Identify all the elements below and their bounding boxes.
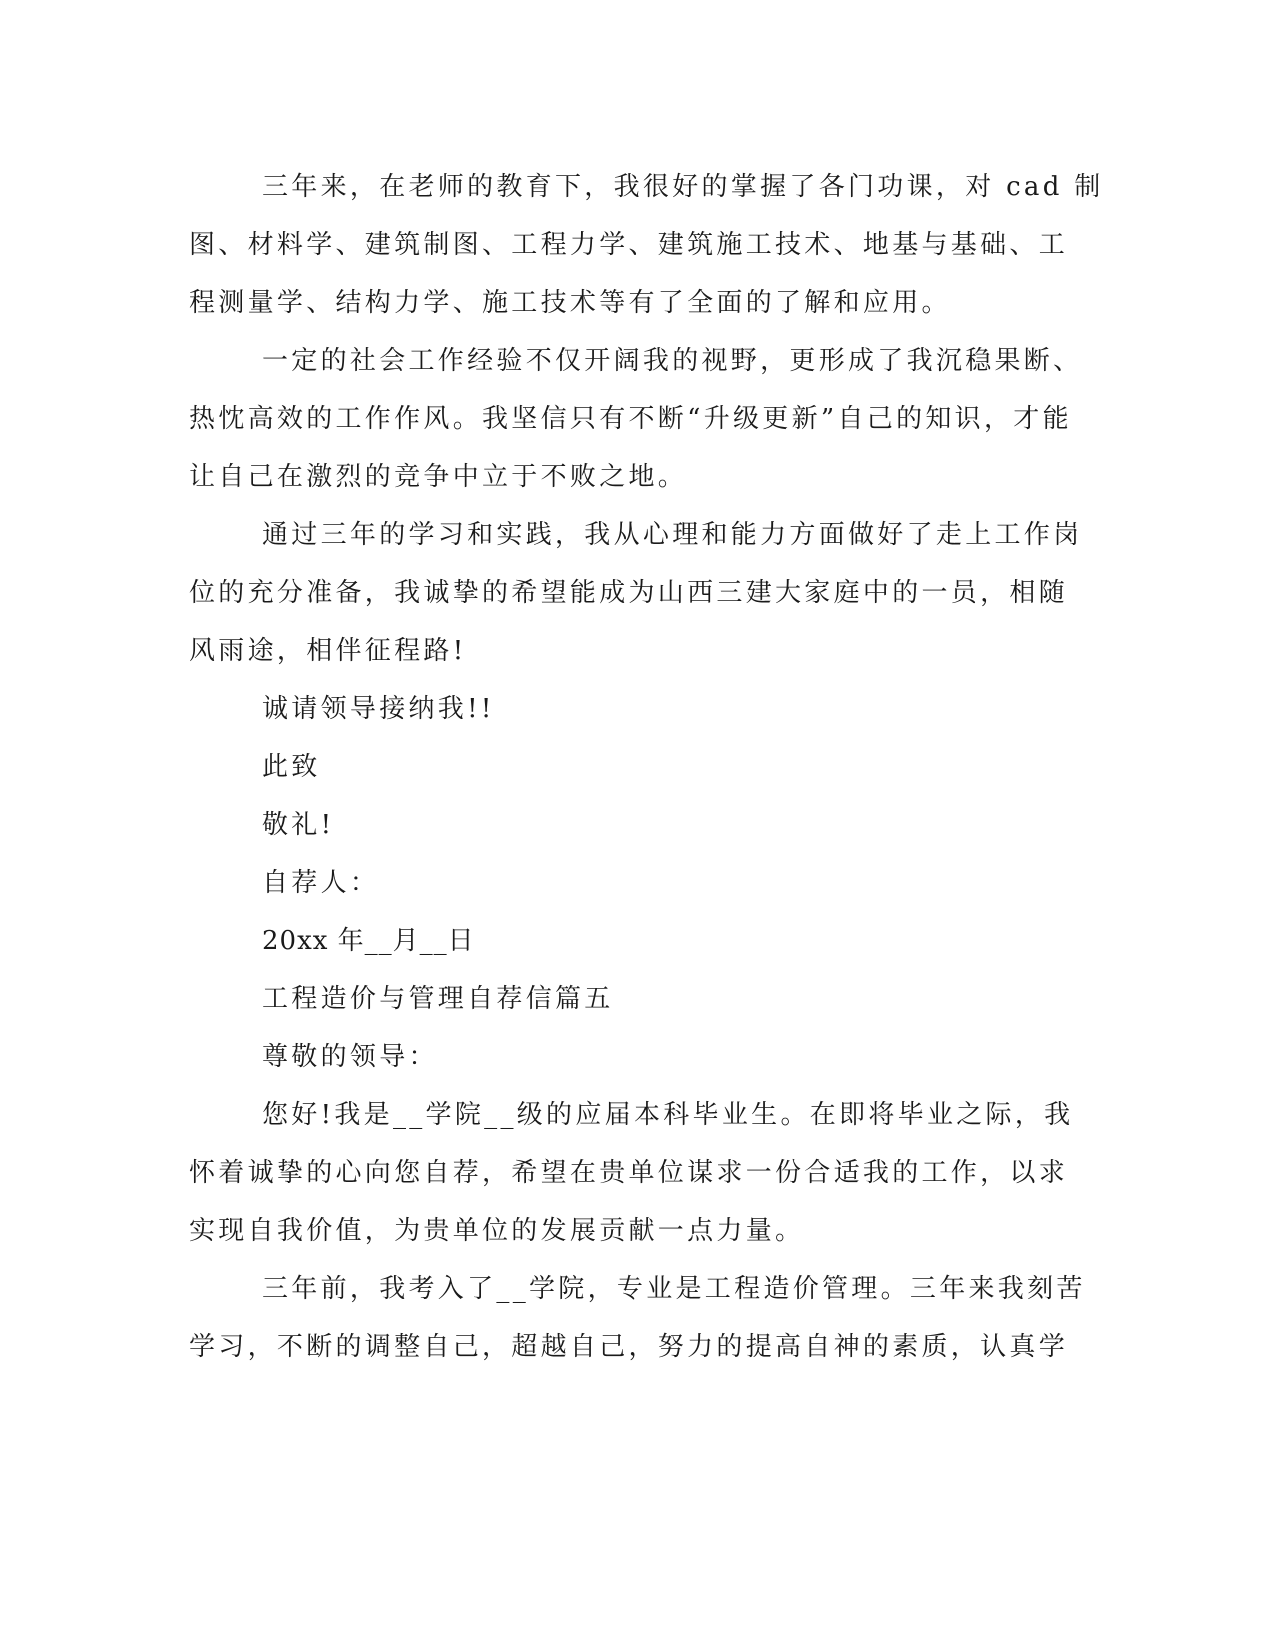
date-line: 20xx 年__月__日 — [262, 926, 475, 956]
salutation-line: 此致 — [262, 752, 321, 782]
paragraph-line: 通过三年的学习和实践，我从心理和能力方面做好了走上工作岗 — [262, 520, 1083, 550]
signature-label: 自荐人： — [262, 868, 380, 898]
paragraph-line: 位的充分准备，我诚挚的希望能成为山西三建大家庭中的一员，相随 — [189, 578, 1069, 608]
paragraph-line: 一定的社会工作经验不仅开阔我的视野，更形成了我沉稳果断、 — [262, 346, 1083, 376]
paragraph-line: 学习，不断的调整自己，超越自己，努力的提高自神的素质，认真学 — [189, 1332, 1069, 1362]
paragraph-line: 怀着诚挚的心向您自荐，希望在贵单位谋求一份合适我的工作，以求 — [189, 1158, 1069, 1188]
paragraph-line: 您好!我是__学院__级的应届本科毕业生。在即将毕业之际，我 — [262, 1100, 1074, 1130]
salutation-line: 敬礼! — [262, 810, 335, 840]
greeting-line: 尊敬的领导： — [262, 1042, 438, 1072]
paragraph-line: 程测量学、结构力学、施工技术等有了全面的了解和应用。 — [189, 288, 951, 318]
paragraph-line: 三年来，在老师的教育下，我很好的掌握了各门功课，对 cad 制 — [262, 172, 1104, 202]
paragraph-line: 风雨途，相伴征程路! — [189, 636, 467, 666]
paragraph-line: 实现自我价值，为贵单位的发展贡献一点力量。 — [189, 1216, 805, 1246]
closing-request: 诚请领导接纳我!! — [262, 694, 495, 724]
section-title: 工程造价与管理自荐信篇五 — [262, 984, 614, 1014]
paragraph-line: 三年前，我考入了__学院，专业是工程造价管理。三年来我刻苦 — [262, 1274, 1086, 1304]
paragraph-line: 让自己在激烈的竞争中立于不败之地。 — [189, 462, 688, 492]
paragraph-line: 热忱高效的工作作风。我坚信只有不断“升级更新”自己的知识，才能 — [189, 404, 1072, 434]
paragraph-line: 图、材料学、建筑制图、工程力学、建筑施工技术、地基与基础、工 — [189, 230, 1069, 260]
